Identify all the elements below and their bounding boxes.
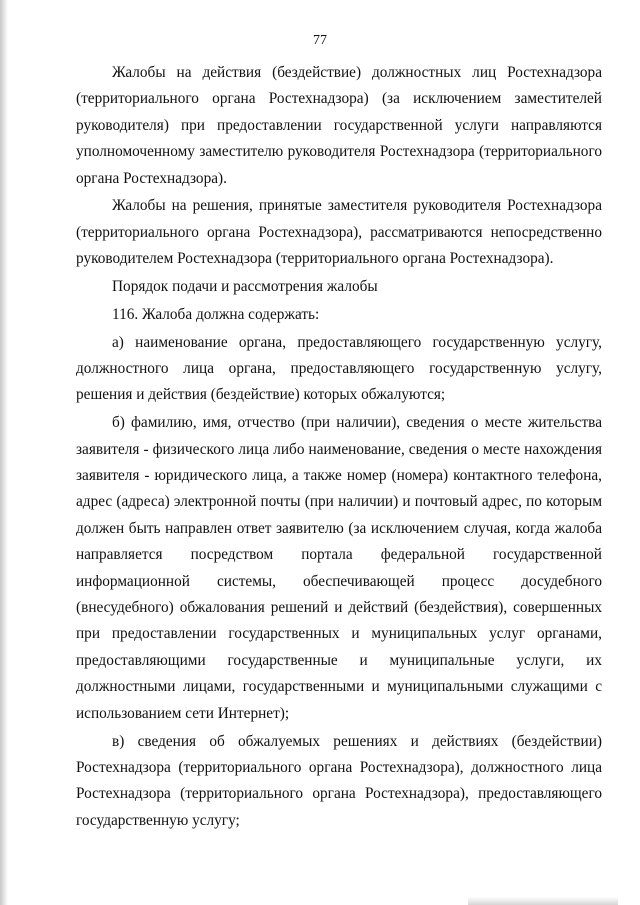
list-item-b: б) фамилию, имя, отчество (при наличии), сведения о месте жительства заявителя - физического лица либо наименование, сведения о месте нахождения заявителя - юридического лица, а также номер (номера) контактного телефона, адрес (адреса) электронной почты (при наличии) и почтовый адрес, по которым должен быть направлен ответ заявителю (за исключением случая, когда жалоба направляется посредством портала федеральной государственной информационной системы, обеспечивающей процесс досудебного (внесудебного) обжалования решений и действий (бездействия), совершенных при предоставлении государственных и муниципальных услуг органами, предоставляющими государственные и муниципальные услуги, их должностными лицами, государственными и муниципальными служащими с использованием сети Интернет); <box>76 414 602 722</box>
document-body <box>76 60 602 836</box>
scan-edge-shadow <box>0 0 8 905</box>
paragraph-116: 116. Жалоба должна содержать: <box>112 305 320 323</box>
scan-bottom-smudge <box>468 897 618 905</box>
section-heading-filing-procedure: Порядок подачи и рассмотрения жалобы <box>112 278 378 296</box>
list-item-v: в) сведения об обжалуемых решениях и действиях (бездействии) Ростехнадзора (территориального органа Ростехнадзора), должностного лица Ростехнадзора (территориального органа Ростехнадзора), предоставляющего государственную услугу; <box>76 732 602 829</box>
paragraph-complaints-on-actions: Жалобы на действия (бездействие) должностных лиц Ростехнадзора (территориального органа Ростехнадзора) (за исключением заместителей руководителя) при предоставлении государственной услуги направляются уполномоченному заместителю руководителя Ростехнадзора (территориального органа Ростехнадзора). <box>76 64 602 187</box>
list-item-a: а) наименование органа, предоставляющего государственную услугу, должностного лица органа, предоставляющего государственную услугу, решения и действия (бездействие) которых обжалуются; <box>76 333 602 404</box>
page-number: 77 <box>313 33 327 48</box>
paragraph-complaints-on-decisions: Жалобы на решения, принятые заместителя руководителя Ростехнадзора (территориального органа Ростехнадзора), рассматриваются непосредственно руководителем Ростехнадзора (территориального органа Ростехнадзора). <box>76 197 602 268</box>
